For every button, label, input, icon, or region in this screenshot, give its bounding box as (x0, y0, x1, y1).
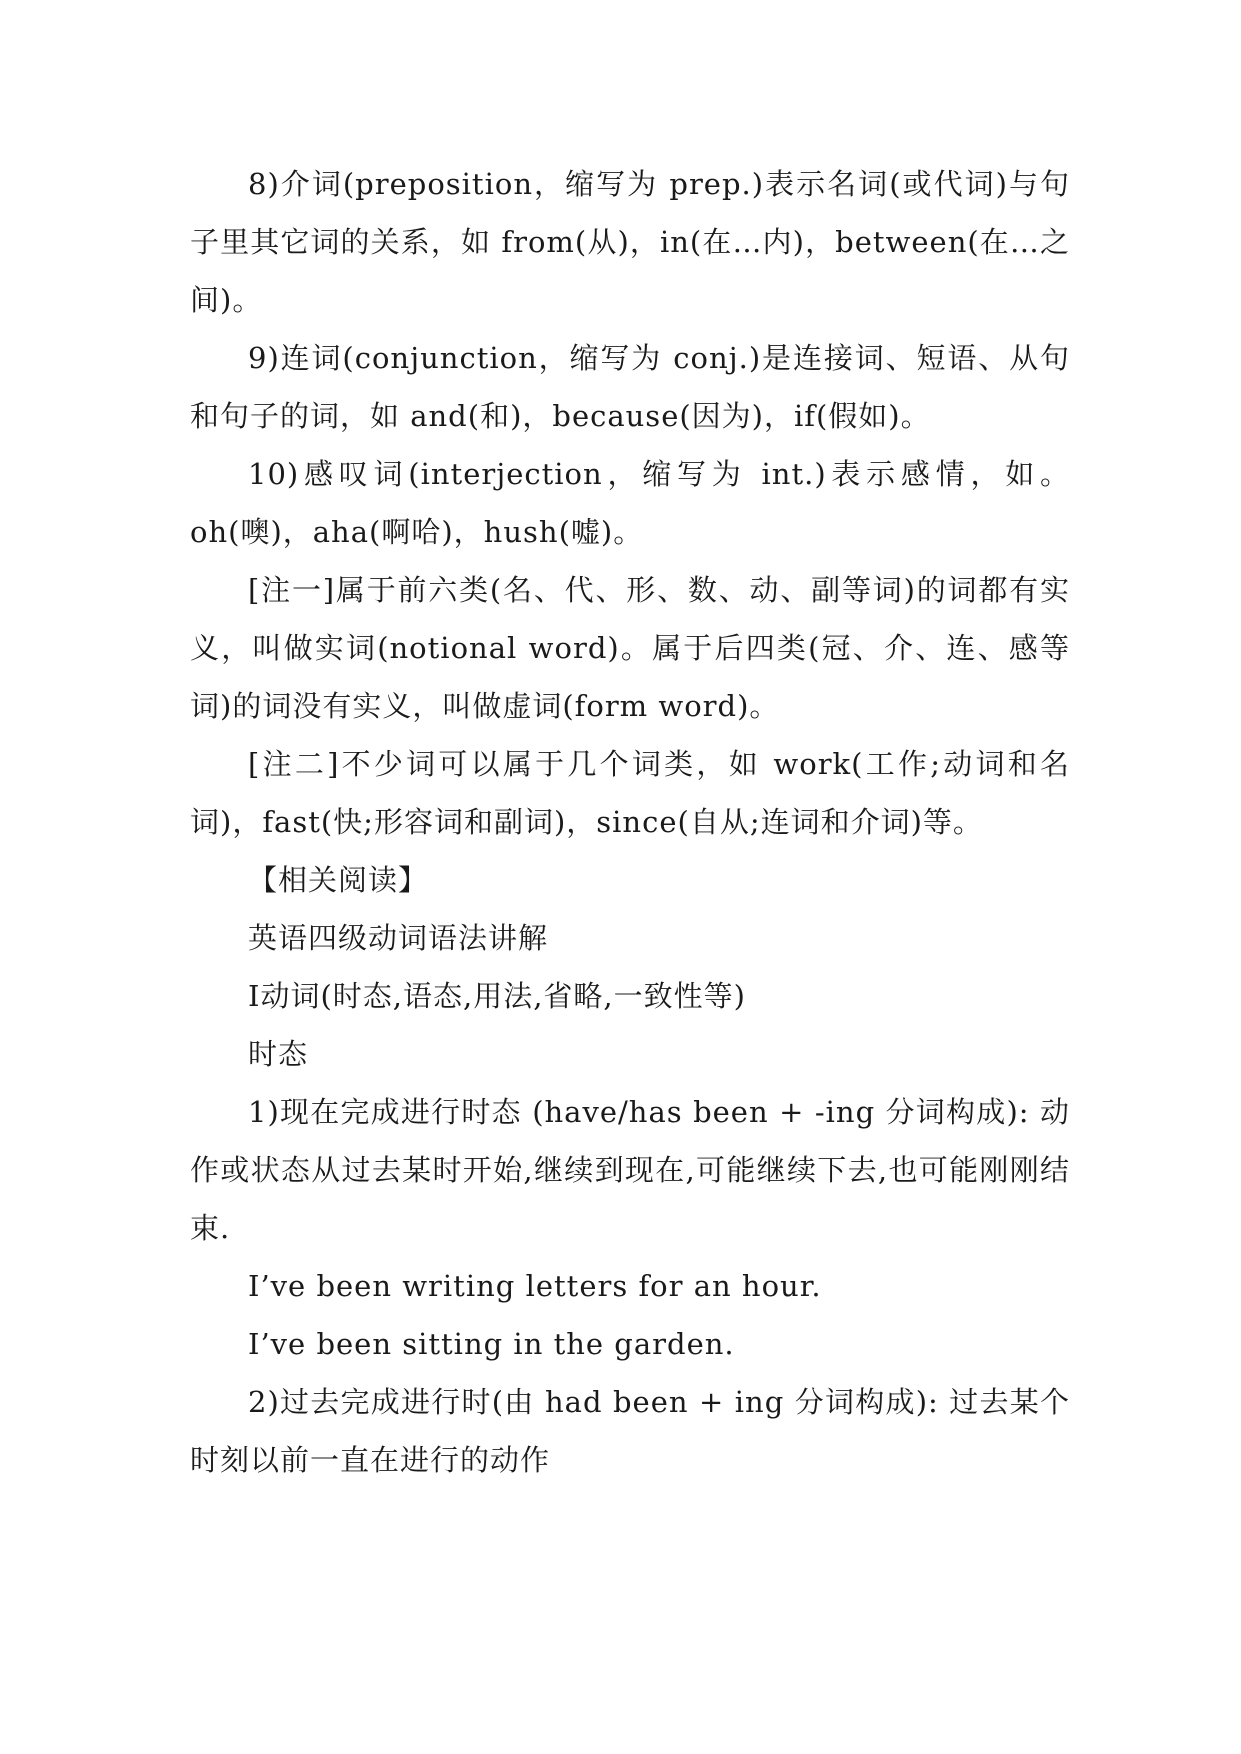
section-heading-verbs: Ⅰ动词(时态,语态,用法,省略,一致性等) (248, 979, 746, 1013)
paragraph-preposition: 8)介词(preposition，缩写为 prep.)表示名词(或代词)与句子里其它词的关系，如 from(从)，in(在…内)，between(在…之间)。 (190, 167, 1070, 317)
paragraph-interjection: 10)感叹词(interjection，缩写为 int.)表示感情，如。oh(噢)，aha(啊哈)，hush(嘘)。 (190, 457, 1070, 549)
paragraph-note-one: [注一]属于前六类(名、代、形、数、动、副等词)的词都有实义，叫做实词(notional word)。属于后四类(冠、介、连、感等词)的词没有实义，叫做虚词(form word)。 (190, 573, 1070, 723)
paragraph-past-perfect-continuous: 2)过去完成进行时(由 had been + ing 分词构成): 过去某个时刻以前一直在进行的动作 (190, 1385, 1070, 1477)
related-reading-heading: 【相关阅读】 (248, 863, 429, 897)
article-title: 英语四级动词语法讲解 (248, 921, 549, 955)
paragraph-present-perfect-continuous: 1)现在完成进行时态 (have/has been + -ing 分词构成): 动作或状态从过去某时开始,继续到现在,可能继续下去,也可能刚刚结束. (190, 1095, 1070, 1245)
paragraph-note-two: [注二]不少词可以属于几个词类，如 work(工作;动词和名词)，fast(快;形容词和副词)，since(自从;连词和介词)等。 (190, 747, 1070, 839)
subsection-heading-tense: 时态 (248, 1037, 309, 1071)
example-sentence: I’ve been sitting in the garden. (248, 1327, 735, 1361)
document-page (190, 155, 1070, 1489)
example-sentence: I’ve been writing letters for an hour. (248, 1269, 822, 1303)
paragraph-conjunction: 9)连词(conjunction，缩写为 conj.)是连接词、短语、从句和句子的词，如 and(和)，because(因为)，if(假如)。 (190, 341, 1070, 433)
